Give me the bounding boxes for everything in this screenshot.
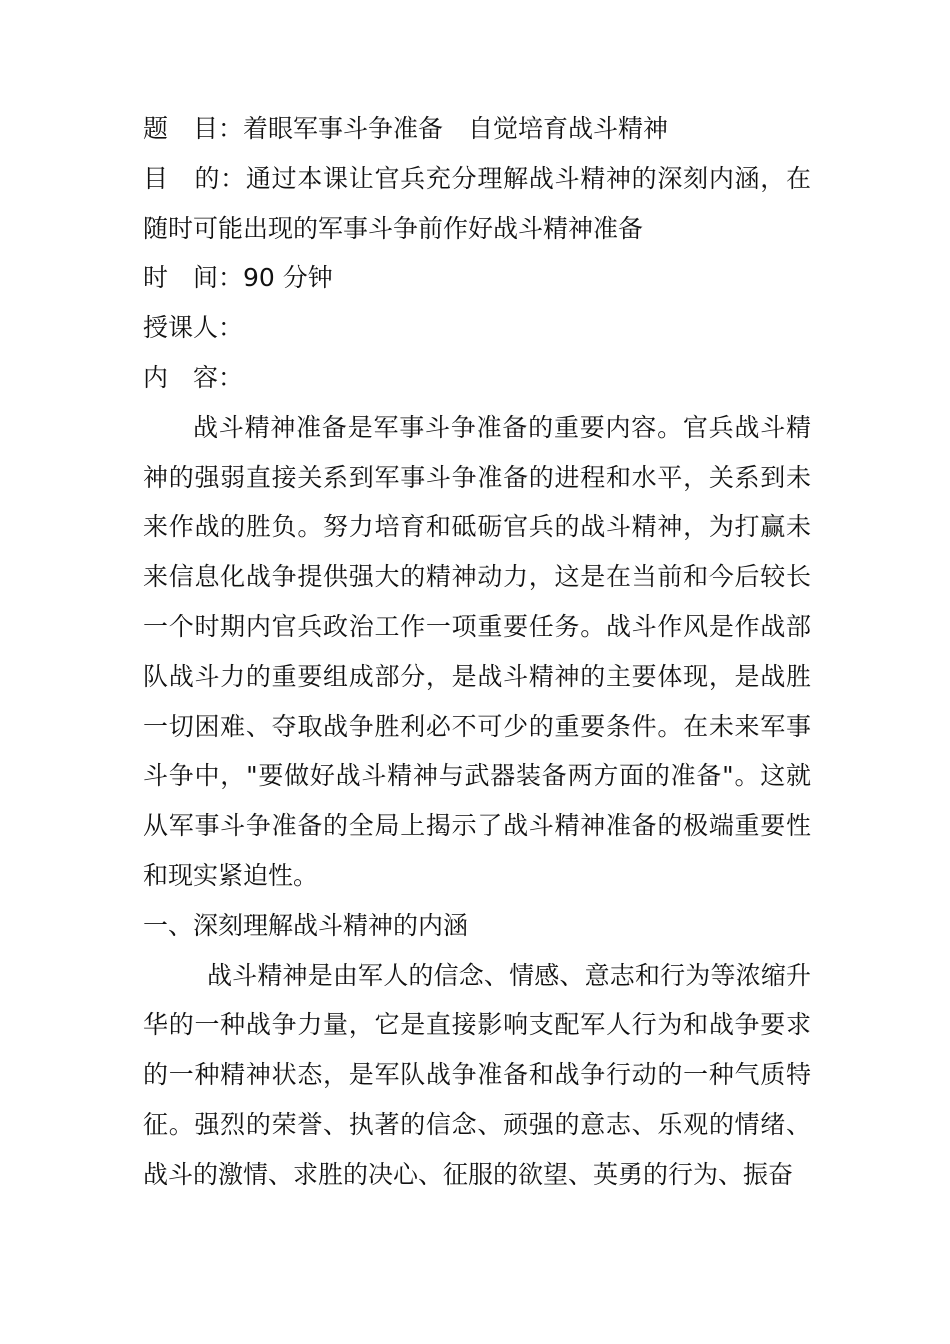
lecturer-label: 授课人： (143, 313, 244, 343)
purpose-line (143, 154, 811, 254)
section-heading: 一、深刻理解战斗精神的内涵 (143, 910, 469, 940)
time-label: 时 间： (143, 263, 244, 293)
purpose-value: 通过本课让官兵充分理解战斗精神的深刻内涵，在随时可能出现的军事斗争前作好战斗精神准备 (143, 163, 811, 243)
lecturer-line (143, 303, 811, 353)
title-line (143, 104, 811, 154)
intro-paragraph: 战斗精神准备是军事斗争准备的重要内容。官兵战斗精神的强弱直接关系到军事斗争准备的进程和水平，关系到未来作战的胜负。努力培育和砥砺官兵的战斗精神，为打赢未来信息化战争提供强大的精神动力，这是在当前和今后较长一个时期内官兵政治工作一项重要任务。战斗作风是作战部队战斗力的重要组成部分，是战斗精神的主要体现，是战胜一切困难、夺取战争胜利必不可少的重要条件。在未来军事斗争中，"要做好战斗精神与武器装备两方面的准备"。这就从军事斗争准备的全局上揭示了战斗精神准备的极端重要性和现实紧迫性。 (143, 412, 811, 890)
title-label: 题 目： (143, 114, 244, 143)
document-page (143, 104, 811, 1200)
section-paragraph: 战斗精神是由军人的信念、情感、意志和行为等浓缩升华的一种战争力量，它是直接影响支配军人行为和战争要求的一种精神状态，是军队战争准备和战争行动的一种气质特征。强烈的荣誉、执著的信念、顽强的意志、乐观的情绪、战斗的激情、求胜的决心、征服的欲望、英勇的行为、振奋 (143, 960, 811, 1189)
title-value: 着眼军事斗争准备 自觉培育战斗精神 (243, 114, 669, 143)
content-label: 内 容： (143, 362, 244, 392)
content-line (143, 353, 811, 403)
time-line (143, 253, 811, 303)
purpose-label: 目 的： (143, 163, 246, 193)
time-value: 90 分钟 (243, 263, 333, 293)
